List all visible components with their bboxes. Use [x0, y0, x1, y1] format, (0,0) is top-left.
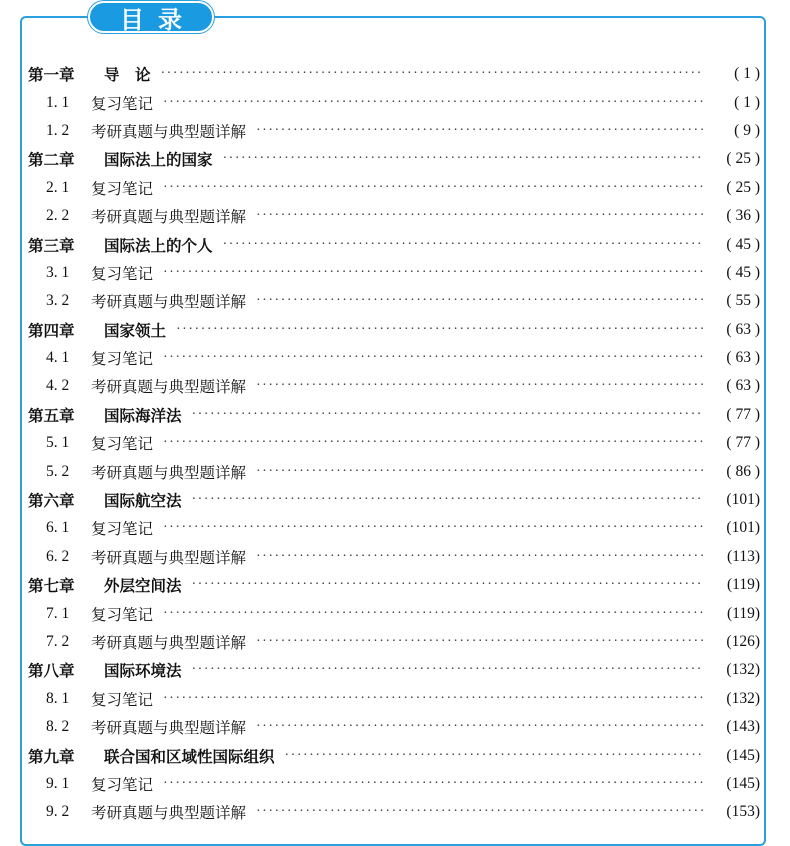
- toc-section-row[interactable]: [28, 117, 760, 145]
- toc-page-number: ( 25 ): [726, 178, 760, 196]
- toc-entry-title: 国际法上的个人: [104, 236, 213, 255]
- toc-leader-dots: [256, 548, 704, 566]
- toc-entry-label: [28, 63, 151, 85]
- toc-page-number: ( 9 ): [734, 121, 760, 139]
- toc-entry-number: 9. 2: [46, 803, 70, 821]
- toc-leader-dots: [256, 292, 704, 310]
- toc-page-number: (119): [727, 604, 760, 622]
- toc-leader-dots: [163, 519, 704, 537]
- toc-entry-title: 考研真题与典型题详解: [91, 634, 247, 652]
- toc-entry-number: 1. 1: [46, 93, 70, 111]
- toc-section-row[interactable]: [28, 713, 760, 741]
- toc-page-number: ( 25 ): [726, 150, 760, 168]
- toc-entry-title: 复习笔记: [91, 605, 154, 624]
- toc-entry-number: 6. 2: [46, 547, 70, 565]
- toc-leader-dots: [256, 803, 704, 821]
- toc-entry-label: [28, 375, 246, 397]
- toc-page-number: (153): [726, 803, 760, 821]
- toc-entry-number: 8. 2: [46, 718, 70, 736]
- toc-entry-number: 8. 1: [46, 689, 70, 707]
- toc-entry-title: 复习笔记: [91, 179, 154, 198]
- toc-entry-label: [28, 432, 153, 454]
- toc-page-number: (145): [726, 746, 760, 764]
- toc-entry-title: 复习笔记: [91, 690, 154, 709]
- toc-entry-label: [28, 716, 246, 738]
- toc-leader-dots: [163, 179, 704, 197]
- toc-entry-label: [28, 92, 153, 114]
- toc-page-number: (101): [726, 519, 760, 537]
- toc-entry-title: 考研真题与典型题详解: [91, 463, 247, 482]
- toc-section-row[interactable]: [28, 798, 760, 826]
- toc-section-row[interactable]: [28, 514, 760, 542]
- toc-leader-dots: [256, 463, 704, 481]
- toc-page-number: ( 63 ): [726, 349, 760, 367]
- toc-entry-title: 复习笔记: [91, 520, 154, 539]
- toc-leader-dots: [192, 576, 704, 594]
- toc-section-row[interactable]: [28, 174, 760, 202]
- toc-page-number: (132): [726, 689, 760, 707]
- toc-leader-dots: [256, 633, 704, 651]
- toc-page-number: ( 45 ): [726, 263, 760, 281]
- toc-entry-label: [28, 603, 153, 625]
- toc-entry-number: 4. 1: [46, 349, 70, 367]
- toc-entry-title: 国家领土: [104, 321, 167, 340]
- toc-page-number: (113): [727, 547, 760, 565]
- toc-entry-number: 第七章: [28, 577, 75, 596]
- toc-entry-title: 联合国和区域性国际组织: [104, 747, 275, 766]
- toc-entry-title: 国际环境法: [104, 662, 182, 681]
- toc-entry-number: 7. 1: [46, 604, 70, 622]
- toc-entry-label: [28, 290, 246, 312]
- toc-section-row[interactable]: [28, 202, 760, 230]
- toc-page-number: ( 36 ): [726, 207, 760, 225]
- toc-page-number: ( 77 ): [726, 434, 760, 452]
- table-of-contents: [28, 60, 760, 827]
- toc-entry-title: 国际海洋法: [104, 406, 182, 425]
- toc-entry-title: 复习笔记: [91, 264, 154, 283]
- toc-page-number: (126): [726, 633, 760, 650]
- toc-chapter-row[interactable]: [28, 145, 760, 173]
- toc-entry-title: 复习笔记: [91, 350, 154, 369]
- toc-section-row[interactable]: [28, 372, 760, 400]
- toc-section-row[interactable]: [28, 344, 760, 372]
- toc-leader-dots: [192, 661, 704, 679]
- toc-page-number: ( 63 ): [726, 320, 760, 338]
- toc-entry-number: 第九章: [28, 747, 75, 766]
- toc-entry-title: 国际航空法: [104, 492, 182, 511]
- toc-page-number: ( 55 ): [726, 292, 760, 310]
- toc-section-row[interactable]: [28, 628, 760, 656]
- toc-page-number: (101): [726, 491, 760, 509]
- toc-page-number: ( 1 ): [734, 93, 760, 111]
- toc-entry-number: 1. 2: [46, 121, 70, 139]
- toc-leader-dots: [256, 207, 704, 225]
- toc-entry-number: 3. 1: [46, 263, 70, 281]
- toc-leader-dots: [163, 94, 704, 112]
- toc-entry-title: 考研真题与典型题详解: [91, 378, 247, 397]
- toc-leader-dots: [163, 605, 704, 623]
- toc-leader-dots: [256, 377, 704, 395]
- toc-entry-number: 第八章: [28, 662, 75, 681]
- toc-entry-label: [28, 347, 153, 369]
- toc-entry-label: [28, 574, 182, 596]
- toc-page-number: (143): [726, 718, 760, 736]
- toc-entry-label: [28, 631, 246, 653]
- toc-entry-label: [28, 120, 246, 142]
- toc-entry-title: 复习笔记: [91, 775, 154, 794]
- toc-section-row[interactable]: [28, 287, 760, 315]
- toc-page-number: ( 63 ): [726, 377, 760, 395]
- toc-entry-number: 9. 1: [46, 774, 70, 792]
- toc-entry-number: 6. 1: [46, 519, 70, 537]
- toc-chapter-row[interactable]: [28, 60, 760, 88]
- toc-entry-number: 4. 2: [46, 377, 70, 395]
- toc-leader-dots: [163, 775, 704, 793]
- toc-entry-title: 导 论: [104, 66, 151, 85]
- toc-entry-label: [28, 262, 153, 284]
- toc-page-number: (132): [726, 661, 760, 679]
- toc-page-number: ( 86 ): [726, 462, 760, 480]
- toc-chapter-row[interactable]: [28, 230, 760, 258]
- toc-leader-dots: [256, 122, 704, 140]
- toc-leader-dots: [176, 321, 704, 339]
- toc-title: 目录: [120, 5, 196, 34]
- toc-leader-dots: [163, 690, 704, 708]
- toc-entry-label: [28, 517, 153, 539]
- toc-entry-title: 考研真题与典型题详解: [91, 804, 247, 823]
- toc-entry-number: 第一章: [28, 66, 75, 85]
- toc-section-row[interactable]: [28, 599, 760, 627]
- toc-entry-number: 第五章: [28, 406, 75, 425]
- toc-leader-dots: [223, 236, 704, 254]
- toc-chapter-row[interactable]: [28, 486, 760, 514]
- toc-section-row[interactable]: [28, 88, 760, 116]
- toc-entry-label: [28, 688, 153, 710]
- toc-entry-number: 第六章: [28, 492, 75, 511]
- toc-chapter-row[interactable]: [28, 316, 760, 344]
- toc-leader-dots: [256, 718, 704, 736]
- toc-entry-label: [28, 659, 182, 681]
- toc-page-number: ( 77 ): [726, 405, 760, 423]
- toc-leader-dots: [223, 150, 704, 168]
- toc-entry-label: [28, 177, 153, 199]
- toc-leader-dots: [163, 264, 704, 282]
- toc-chapter-row[interactable]: [28, 656, 760, 684]
- toc-entry-number: 3. 2: [46, 292, 70, 310]
- toc-entry-title: 考研真题与典型题详解: [91, 122, 247, 141]
- toc-entry-label: [28, 745, 275, 767]
- toc-section-row[interactable]: [28, 543, 760, 571]
- toc-entry-label: [28, 319, 166, 341]
- toc-page-number: ( 45 ): [726, 235, 760, 253]
- toc-chapter-row[interactable]: [28, 401, 760, 429]
- toc-section-row[interactable]: [28, 259, 760, 287]
- toc-entry-label: [28, 546, 246, 568]
- toc-entry-title: 考研真题与典型题详解: [91, 293, 247, 312]
- toc-page-number: ( 1 ): [734, 65, 760, 83]
- toc-section-row[interactable]: [28, 457, 760, 485]
- toc-entry-label: [28, 148, 213, 170]
- toc-entry-number: 第三章: [28, 236, 75, 255]
- toc-page-number: (119): [727, 576, 760, 594]
- toc-entry-label: [28, 205, 246, 227]
- toc-entry-title: 国际法上的国家: [104, 151, 213, 170]
- toc-entry-label: [28, 489, 182, 511]
- toc-section-row[interactable]: [28, 429, 760, 457]
- toc-leader-dots: [285, 747, 704, 765]
- toc-entry-number: 2. 1: [46, 178, 70, 196]
- toc-leader-dots: [192, 491, 704, 509]
- toc-title-badge: [88, 1, 214, 33]
- toc-entry-number: 第四章: [28, 321, 75, 340]
- toc-entry-title: 考研真题与典型题详解: [91, 548, 247, 567]
- toc-entry-title: 复习笔记: [91, 94, 154, 113]
- toc-entry-label: [28, 773, 153, 795]
- toc-entry-label: [28, 461, 246, 483]
- toc-leader-dots: [192, 406, 704, 424]
- toc-entry-number: 7. 2: [46, 633, 70, 650]
- toc-chapter-row[interactable]: [28, 741, 760, 769]
- toc-entry-label: [28, 801, 246, 823]
- toc-section-row[interactable]: [28, 770, 760, 798]
- toc-leader-dots: [163, 349, 704, 367]
- toc-entry-label: [28, 234, 213, 256]
- toc-leader-dots: [163, 434, 704, 452]
- toc-entry-title: 外层空间法: [104, 577, 182, 596]
- toc-entry-label: [28, 404, 182, 426]
- toc-entry-number: 5. 2: [46, 462, 70, 480]
- toc-entry-title: 考研真题与典型题详解: [91, 719, 247, 738]
- toc-entry-number: 2. 2: [46, 207, 70, 225]
- toc-entry-number: 5. 1: [46, 434, 70, 452]
- toc-chapter-row[interactable]: [28, 571, 760, 599]
- toc-entry-number: 第二章: [28, 151, 75, 170]
- toc-entry-title: 复习笔记: [91, 435, 154, 454]
- toc-section-row[interactable]: [28, 685, 760, 713]
- toc-entry-title: 考研真题与典型题详解: [91, 208, 247, 227]
- toc-leader-dots: [161, 65, 704, 83]
- toc-page-number: (145): [726, 774, 760, 792]
